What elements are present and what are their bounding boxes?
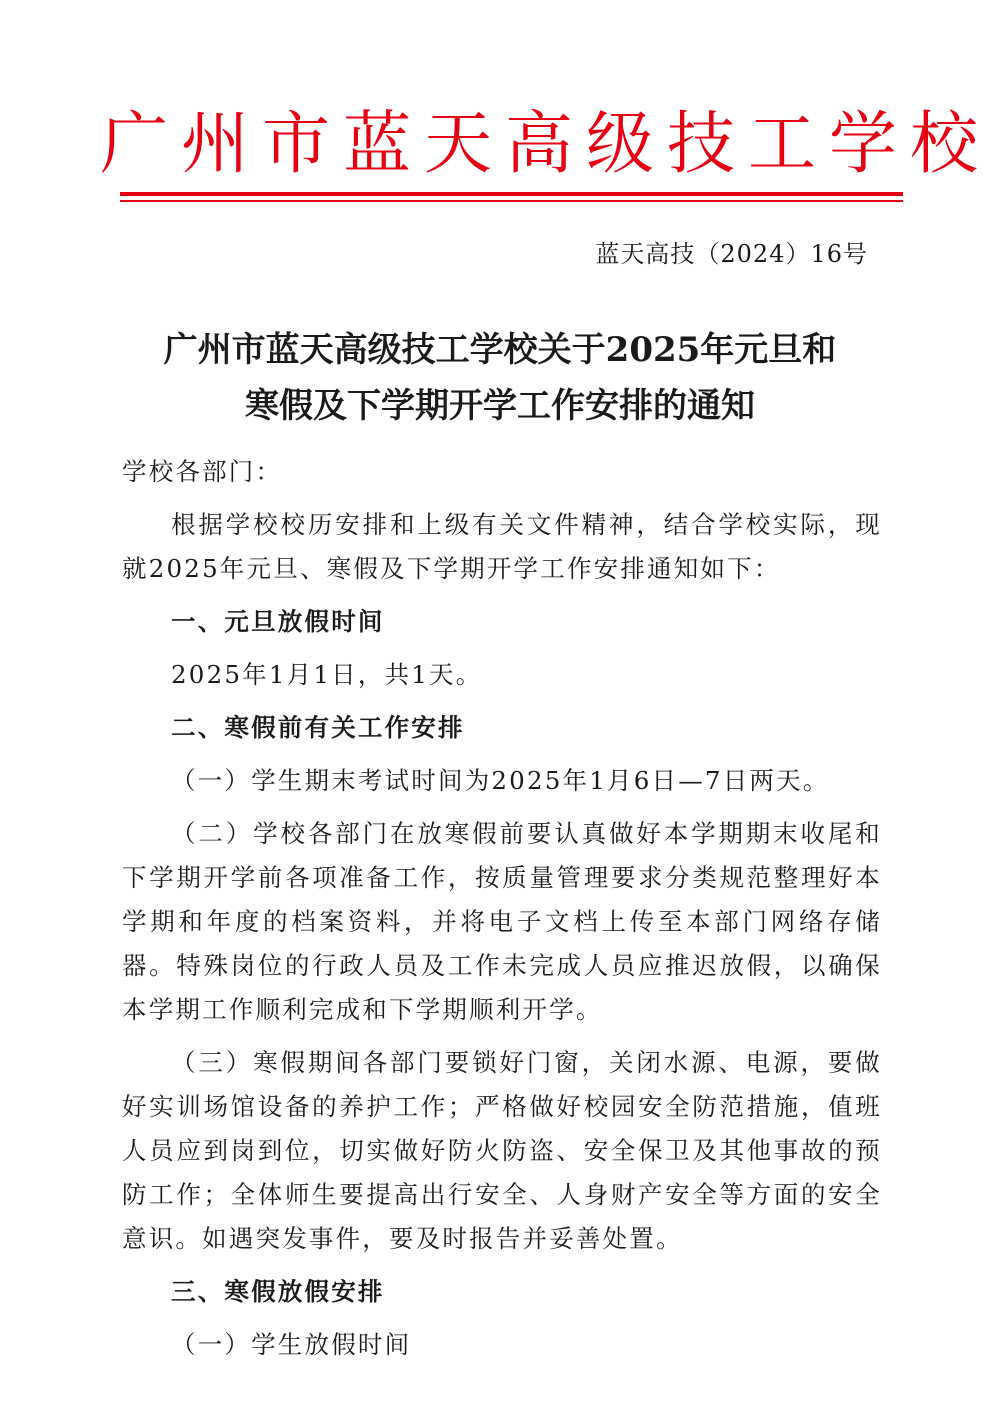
section-2-item-3: （三）寒假期间各部门要锁好门窗，关闭水源、电源，要做好实训场馆设备的养护工作；严格做好校园安全防范措施，值班人员应到岗到位，切实做好防火防盗、安全保卫及其他事故的预防工作；全体师生要提高出行安全、人身财产安全等方面的安全意识。如遇突发事件，要及时报告并妥善处置。 — [122, 1048, 882, 1253]
section-2-item-2: （二）学校各部门在放寒假前要认真做好本学期期末收尾和下学期开学前各项准备工作，按质量管理要求分类规范整理好本学期和年度的档案资料，并将电子文档上传至本部门网络存储器。特殊岗位的行政人员及工作未完成人员应推迟放假，以确保本学期工作顺利完成和下学期顺利开学。 — [122, 819, 882, 1024]
section-heading-2: 二、寒假前有关工作安排 — [171, 713, 465, 742]
document-title — [100, 322, 900, 434]
document-number: 蓝天高技（2024）16号 — [595, 240, 868, 268]
red-divider-thin — [120, 200, 903, 202]
document-body — [122, 450, 882, 1376]
section-heading-1: 一、元旦放假时间 — [171, 607, 385, 636]
salutation: 学校各部门： — [122, 457, 283, 486]
intro-paragraph: 根据学校校历安排和上级有关文件精神，结合学校实际，现就2025年元旦、寒假及下学期开学工作安排通知如下： — [122, 510, 882, 583]
section-heading-3: 三、寒假放假安排 — [171, 1277, 385, 1306]
title-line-1: 广州市蓝天高级技工学校关于2025年元旦和 — [163, 330, 837, 370]
section-3-item-1: （一）学生放假时间 — [171, 1330, 412, 1359]
section-1-text: 2025年1月1日，共1天。 — [171, 660, 483, 689]
red-divider-thick — [120, 192, 903, 196]
institution-masthead: 广州市蓝天高级技工学校 — [100, 105, 992, 184]
title-line-2: 寒假及下学期开学工作安排的通知 — [245, 386, 755, 426]
section-2-item-1: （一）学生期末考试时间为2025年1月6日—7日两天。 — [171, 766, 830, 795]
